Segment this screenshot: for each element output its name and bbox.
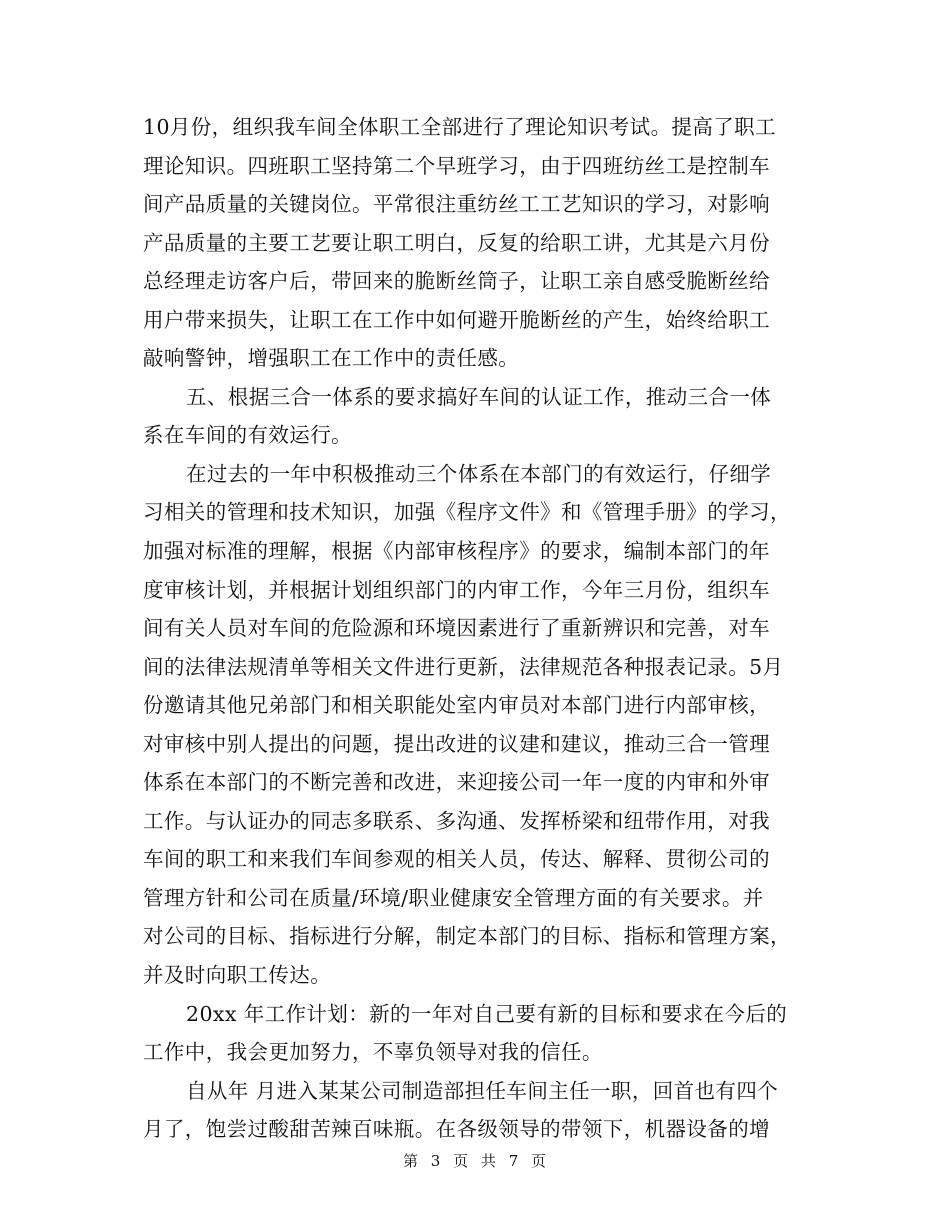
text-line: 理论知识。四班职工坚持第二个早班学习，由于四班纺丝工是控制车	[143, 153, 770, 178]
text-line: 习相关的管理和技术知识，加强《程序文件》和《管理手册》的学习，	[143, 500, 791, 525]
total-pages: 7	[508, 1152, 520, 1170]
body-text	[143, 108, 813, 1149]
text-line: 敲响警钟，增强职工在工作中的责任感。	[143, 346, 520, 371]
page-number: 3	[430, 1152, 442, 1170]
text-line: 间有关人员对车间的危险源和环境因素进行了重新辨识和完善，对车	[143, 616, 770, 641]
text-line: 总经理走访客户后，带回来的脆断丝筒子，让职工亲自感受脆断丝给	[143, 269, 770, 294]
text-line: 月了，饱尝过酸甜苦辣百味瓶。在各级领导的带领下，机器设备的增	[143, 1117, 770, 1142]
page-footer	[0, 1150, 950, 1171]
text-line: 度审核计划，并根据计划组织部门的内审工作，今年三月份，组织车	[143, 577, 770, 602]
text-line: 体系在本部门的不断完善和改进，来迎接公司一年一度的内审和外审	[143, 770, 770, 795]
text-line: 对审核中别人提出的问题，提出改进的议建和建议，推动三合一管理	[143, 731, 770, 756]
text-line: 管理方针和公司在质量/环境/职业健康安全管理方面的有关要求。并	[143, 885, 764, 910]
text-line: 系在车间的有效运行。	[143, 423, 352, 448]
text-line: 五、根据三合一体系的要求搞好车间的认证工作，推动三合一体	[186, 384, 772, 409]
footer-prefix: 第	[402, 1152, 419, 1170]
text-line: 用户带来损失，让职工在工作中如何避开脆断丝的产生，始终给职工	[143, 307, 770, 332]
footer-suffix: 页	[531, 1152, 548, 1170]
text-line: 产品质量的主要工艺要让职工明白，反复的给职工讲，尤其是六月份	[143, 230, 770, 255]
text-line: 车间的职工和来我们车间参观的相关人员，传达、解释、贯彻公司的	[143, 847, 770, 872]
text-line: 20xx 年工作计划：新的一年对自己要有新的目标和要求在今后的	[186, 1001, 788, 1026]
text-line: 对公司的目标、指标进行分解，制定本部门的目标、指标和管理方案，	[143, 924, 791, 949]
text-line: 工作中，我会更加努力，不辜负领导对我的信任。	[143, 1040, 603, 1065]
text-line: 间的法律法规清单等相关文件进行更新，法律规范各种报表记录。5月	[143, 654, 784, 679]
footer-page-unit: 页	[453, 1152, 470, 1170]
text-line: 份邀请其他兄弟部门和相关职能处室内审员对本部门进行内部审核，	[143, 693, 770, 718]
text-line: 在过去的一年中积极推动三个体系在本部门的有效运行，仔细学	[186, 461, 772, 486]
footer-total-label: 共	[480, 1152, 497, 1170]
text-line: 加强对标准的理解，根据《内部审核程序》的要求，编制本部门的年	[143, 539, 770, 564]
text-line: 自从年 月进入某某公司制造部担任车间主任一职，回首也有四个	[186, 1078, 779, 1103]
text-line: 10月份，组织我车间全体职工全部进行了理论知识考试。提高了职工	[143, 115, 776, 139]
text-line: 并及时向职工传达。	[143, 963, 332, 988]
text-line: 工作。与认证办的同志多联系、多沟通、发挥桥梁和纽带作用，对我	[143, 808, 770, 833]
text-line: 间产品质量的关键岗位。平常很注重纺丝工工艺知识的学习，对影响	[143, 192, 770, 217]
